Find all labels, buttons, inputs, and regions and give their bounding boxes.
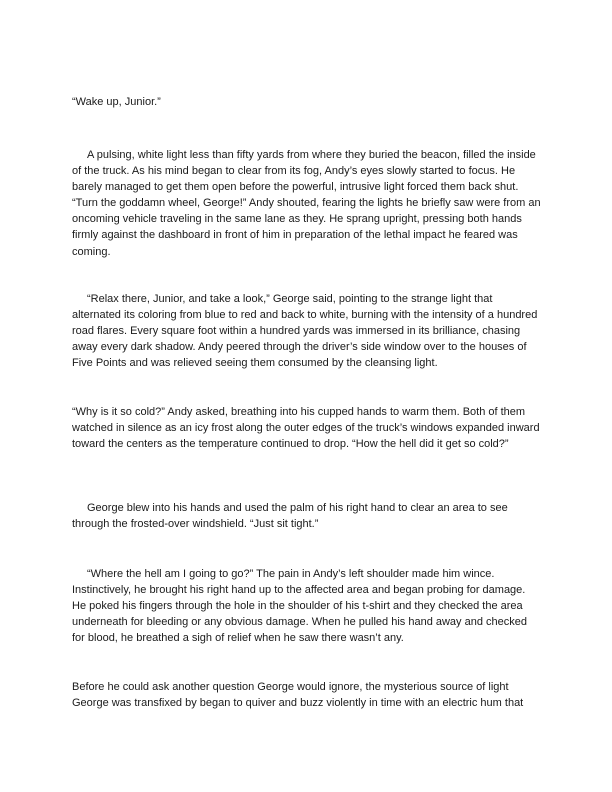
- paragraph-george-blew: George blew into his hands and used the palm of his right hand to clear an area to see through the frosted-over windshield. “Just sit tight.”: [72, 502, 508, 531]
- paragraph-wake-up: “Wake up, Junior.”: [72, 96, 161, 108]
- paragraph-pulsing-light: A pulsing, white light less than fifty yards from where they buried the beacon, filled the inside of the truck. As his mind began to clear from its fog, Andy’s eyes slowly started to focus. He barely managed to get them open before the powerful, intrusive light forced them back shut. “Turn the goddamn wheel, George!” Andy shouted, fearing the lights he briefly saw were from an oncoming vehicle traveling in the same lane as they. He sprang upright, pressing both hands firmly against the dashboard in front of him in preparation of the lethal impact he feared was coming.: [72, 149, 541, 258]
- paragraph-where-the-hell: “Where the hell am I going to go?” The pain in Andy’s left shoulder made him wince. Instinctively, he brought his right hand up to the affected area and began probing for damage. He poked his fingers through the hole in the shoulder of his t-shirt and they checked the area underneath for bleeding or any obvious damage. When he pulled his hand away and checked for blood, he breathed a sigh of relief when he saw there wasn’t any.: [72, 568, 527, 645]
- paragraph-before-he-could: Before he could ask another question George would ignore, the mysterious source of light George was transfixed by began to quiver and buzz violently in time with an electric hum that: [72, 681, 524, 710]
- paragraph-why-so-cold: “Why is it so cold?” Andy asked, breathing into his cupped hands to warm them. Both of them watched in silence as an icy frost along the outer edges of the truck’s windows expanded inward toward the centers as the temperature continued to drop. “How the hell did it get so cold?”: [72, 406, 540, 451]
- paragraph-relax-there: “Relax there, Junior, and take a look,” George said, pointing to the strange light that alternated its coloring from blue to red and back to white, burning with the intensity of a hundred road flares. Every square foot within a hundred yards was immersed in its brilliance, chasing away every dark shadow. Andy peered through the driver’s side window over to the houses of Five Points and was relieved seeing them consumed by the cleansing light.: [72, 293, 538, 370]
